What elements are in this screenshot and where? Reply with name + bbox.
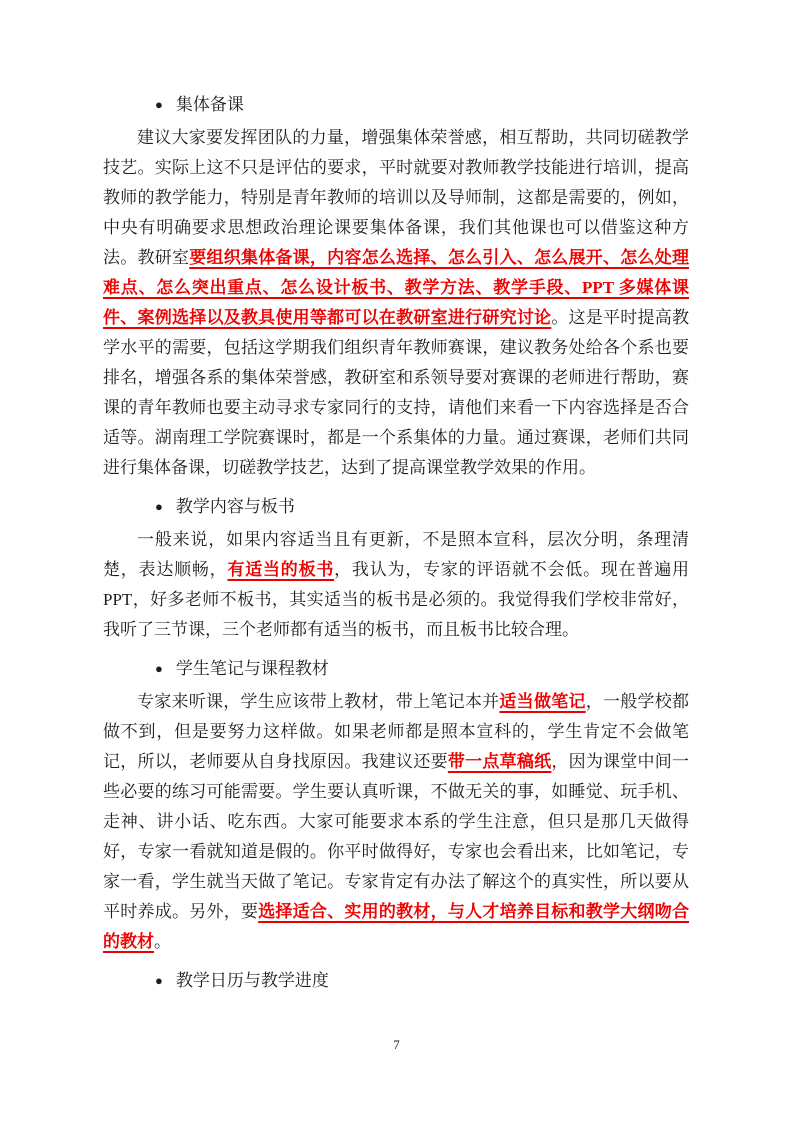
body-text: 。 — [154, 932, 171, 951]
bullet-icon: ● — [155, 973, 163, 988]
emphasis-red-text: 带一点草稿纸 — [447, 752, 552, 771]
emphasis-red-text: 适当做笔记 — [499, 692, 586, 711]
body-text: ，一般学校都做不到，但是要努力这样做。如果老师都是照本宣科的，学生肯定不会做笔记，所以，老师要从自身找原因。我建议还要 — [103, 692, 690, 771]
body-text: 。这是平时提高教学水平的需要，包括这学期我们组织青年教师赛课，建议教务处给各个系也要排名，增强各系的集体荣誉感，教研室和系领导要对赛课的老师进行帮助，赛课的青年教师也要主动寻求专家同行的支持，请他们来看一下内容选择是否合适等。湖南理工学院赛课时，都是一个系集体的力量。通过赛课，老师们共同进行集体备课，切磋教学技艺，达到了提高课堂教学效果的作用。 — [103, 308, 690, 477]
section-paragraph — [103, 525, 689, 645]
bullet-heading-line — [103, 654, 689, 684]
emphasis-red-text: 有适当的板书 — [227, 560, 335, 579]
section-heading: 教学日历与教学进度 — [175, 971, 329, 990]
section-teaching-content-blackboard — [103, 492, 689, 645]
bullet-heading-line — [103, 966, 689, 996]
section-heading: 学生笔记与课程教材 — [175, 659, 329, 678]
page-number: 7 — [393, 1037, 400, 1052]
emphasis-red-text: 要组织集体备课，内容怎么选择、怎么引入、怎么展开、怎么处理难点、怎么突出重点、怎么设计板书、教学方法、教学手段、PPT 多媒体课件、案例选择以及教具使用等都可以在教研室进行研究讨论 — [103, 248, 690, 327]
section-heading: 教学内容与板书 — [175, 497, 295, 516]
section-student-notes-textbooks — [103, 654, 689, 957]
bullet-icon: ● — [155, 97, 163, 112]
emphasis-red-text: 选择适合、实用的教材，与人才培养目标和教学大纲吻合的教材 — [103, 902, 690, 951]
section-paragraph — [103, 687, 689, 957]
bullet-heading-line — [103, 492, 689, 522]
section-collective-lesson-prep — [103, 90, 689, 483]
document-body — [103, 90, 689, 999]
body-text: ，我认为，专家的评语就不会低。现在普遍用 PPT，好多老师不板书，其实适当的板书是必须的。我觉得我们学校非常好，我听了三节课，三个老师都有适当的板书，而且板书比较合理。 — [103, 560, 689, 639]
body-text: ，因为课堂中间一些必要的练习可能需要。学生要认真听课，不做无关的事，如睡觉、玩手机、走神、讲小话、吃东西。大家可能要求本系的学生注意，但只是那几天做得好，专家一看就知道是假的。你平时做得好，专家也会看出来，比如笔记，专家一看，学生就当天做了笔记。专家肯定有办法了解这个的真实性，所以要从平时养成。另外，要 — [103, 752, 690, 921]
section-paragraph — [103, 123, 689, 483]
body-text: 专家来听课，学生应该带上教材，带上笔记本并 — [137, 692, 500, 711]
bullet-icon: ● — [155, 499, 163, 514]
section-teaching-calendar-progress — [103, 966, 689, 996]
bullet-icon: ● — [155, 661, 163, 676]
body-text: 一般来说，如果内容适当且有更新，不是照本宣科，层次分明，条理清楚，表达顺畅， — [103, 530, 689, 579]
body-text: 建议大家要发挥团队的力量，增强集体荣誉感，相互帮助，共同切磋教学技艺。实际上这不只是评估的要求，平时就要对教师教学技能进行培训，提高教师的教学能力，特别是青年教师的培训以及导师制，这都是需要的，例如，中央有明确要求思想政治理论课要集体备课，我们其他课也可以借鉴这种方法。教研室 — [103, 128, 689, 267]
bullet-heading-line — [103, 90, 689, 120]
section-heading: 集体备课 — [175, 95, 244, 114]
